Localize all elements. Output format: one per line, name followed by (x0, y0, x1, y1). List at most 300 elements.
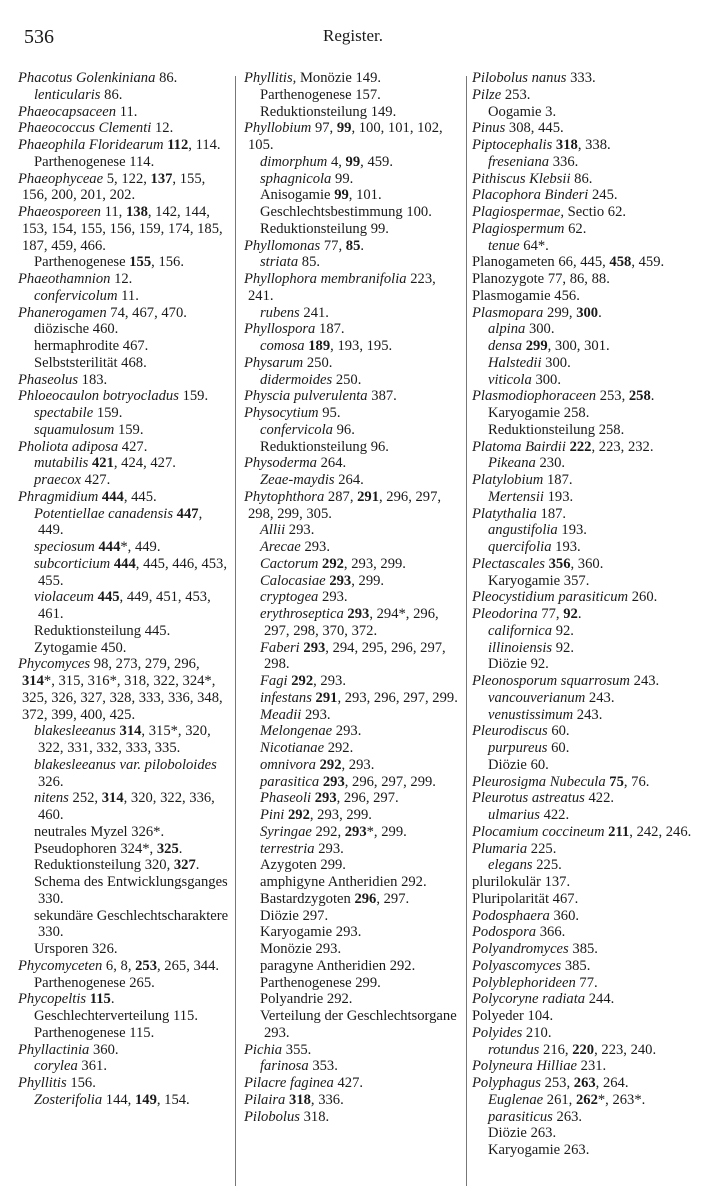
index-pages: 222, 223, 232. (569, 438, 654, 455)
index-term: illinoiensis (488, 639, 553, 656)
index-term: comosa (260, 338, 305, 354)
index-entry (18, 824, 230, 841)
index-pages: 326*. (131, 823, 165, 840)
index-term: Parthenogenese (260, 974, 352, 991)
index-entry (18, 70, 230, 87)
index-term: Phycomyces (18, 656, 91, 673)
index-pages: 250. (335, 371, 362, 388)
index-term: nitens (34, 790, 69, 807)
column-divider (466, 76, 467, 1186)
index-pages: 264. (338, 472, 364, 488)
index-pages: 193. (561, 522, 587, 539)
index-entry (18, 1042, 230, 1059)
index-term: Phyllomonas (244, 237, 321, 254)
index-pages: 467. (552, 890, 579, 907)
index-pages: 260. (631, 589, 658, 606)
index-entry (472, 355, 698, 372)
index-entry (18, 556, 230, 590)
index-term: venustissimum (488, 706, 574, 723)
index-pages: 299. (355, 974, 381, 991)
index-term: paragyne Antheridien (260, 957, 387, 974)
index-term: vancouverianum (488, 689, 586, 706)
index-term: Plagiospermum (472, 220, 565, 237)
index-entry (244, 539, 462, 556)
index-pages: 4, 99, 459. (330, 153, 393, 170)
index-entry (472, 589, 698, 606)
index-term: Phloeocaulon botryocladus (18, 388, 179, 405)
index-pages: 258. (598, 421, 625, 438)
index-entry (244, 305, 462, 322)
index-pages: 92. (555, 622, 574, 639)
index-term: Polyides (472, 1024, 523, 1041)
index-pages: 225. (530, 840, 557, 857)
index-entry (472, 807, 698, 824)
index-entry (18, 104, 230, 121)
index-pages: 293. (288, 522, 315, 539)
index-pages: 6, 8, 253, 265, 344. (105, 957, 220, 974)
index-term: Podospora (472, 924, 537, 941)
index-pages: 292, 293. (291, 673, 346, 689)
index-pages: 422. (588, 790, 615, 807)
index-entry (244, 891, 462, 908)
index-entry (472, 254, 698, 271)
index-entry (472, 204, 698, 221)
index-term: Karyogamie (488, 405, 561, 421)
index-entry (472, 908, 698, 925)
index-entry (472, 573, 698, 590)
index-pages: 114. (129, 153, 155, 170)
index-term: Phacotus Golenkiniana (18, 70, 156, 86)
index-pages: 211, 242, 246. (608, 823, 692, 840)
index-term: Cactorum (260, 555, 319, 572)
index-pages: 385. (564, 957, 591, 974)
index-pages: 293, 296, 297, 299. (322, 773, 436, 790)
index-entry (18, 338, 230, 355)
index-entry (472, 1125, 698, 1142)
index-pages: 12. (114, 271, 133, 287)
index-pages: 187. (540, 505, 567, 522)
index-entry (472, 405, 698, 422)
index-pages: 137. (544, 874, 571, 890)
index-entry (244, 1092, 462, 1109)
index-pages: 86. (104, 86, 123, 103)
index-entry (18, 171, 230, 205)
index-term: Zeae-maydis (260, 472, 335, 488)
index-pages: 460. (92, 321, 119, 338)
index-pages: 300. (535, 371, 561, 388)
index-term: Pleonosporum squarrosum (472, 673, 630, 689)
index-term: corylea (34, 1058, 78, 1075)
index-entry (18, 355, 230, 372)
index-term: Phytophthora (244, 488, 325, 505)
index-entry (244, 589, 462, 606)
index-term: Pilze (472, 86, 502, 103)
index-pages: 360. (553, 907, 580, 924)
index-pages: 159. (96, 405, 123, 421)
index-entry (244, 171, 462, 188)
index-entry (472, 489, 698, 506)
index-entry (244, 154, 462, 171)
index-pages: 258. (563, 405, 590, 421)
index-entry (472, 87, 698, 104)
index-entry (244, 824, 462, 841)
index-term: Fagi (260, 673, 288, 689)
index-term: Physcia pulverulenta (244, 388, 368, 405)
index-pages: 98, 273, 279, 296, 314*, 315, 316*, 318, 322, 324*, 325, 326, 327, 328, 333, 336, 348, 372, 399, 400, 425. (22, 656, 223, 723)
index-pages: 77. (579, 974, 598, 991)
index-term: Karyogamie (488, 1142, 561, 1158)
index-pages: 336. (552, 153, 579, 170)
index-pages: 60. (530, 756, 549, 773)
index-entry (472, 841, 698, 858)
index-term: Syringae (260, 823, 312, 840)
index-entry (472, 740, 698, 757)
index-pages: 250. (306, 354, 333, 371)
index-pages: 444*, 449. (98, 539, 161, 555)
index-term: Zytogamie (34, 639, 98, 656)
index-entry (472, 1075, 698, 1092)
index-pages: 330. (38, 924, 64, 941)
index-pages: 445. (144, 622, 171, 639)
index-term: Reduktionsteilung (260, 438, 368, 455)
index-pages: 144, 149, 154. (105, 1091, 190, 1108)
index-pages: 293. (315, 941, 342, 957)
index-entry (244, 841, 462, 858)
index-term: Phaseoli (260, 790, 312, 807)
index-entry (244, 87, 462, 104)
index-term: Reduktionsteilung (34, 622, 142, 639)
index-pages: 299, 300, 301. (525, 338, 610, 354)
index-pages: 385. (572, 941, 598, 957)
index-pages: 77, 86, 88. (547, 271, 610, 287)
index-entry (472, 975, 698, 992)
index-term: Plectascales (472, 555, 545, 572)
index-entry (18, 439, 230, 456)
index-entry (472, 187, 698, 204)
index-pages: 456. (554, 287, 580, 304)
index-column-3 (472, 70, 698, 1159)
index-term: blakesleeanus (34, 723, 116, 740)
index-term: densa (488, 338, 523, 354)
index-term: Diözie (488, 756, 527, 773)
index-term: didermoides (260, 371, 333, 388)
index-entry (472, 891, 698, 908)
index-term: mutabilis (34, 455, 89, 472)
index-entry (18, 305, 230, 322)
index-pages: 253, 258. (599, 388, 655, 405)
index-entry (244, 924, 462, 941)
index-entry (244, 1008, 462, 1042)
index-pages: 427. (84, 472, 111, 488)
index-entry (244, 556, 462, 573)
index-entry (244, 472, 462, 489)
index-pages: 293. (318, 840, 344, 857)
index-pages: 64*. (523, 237, 549, 254)
index-pages: 324*, 325. (120, 840, 183, 857)
index-entry (244, 104, 462, 121)
index-pages: 333. (570, 70, 596, 86)
index-pages: 216, 220, 223, 240. (543, 1041, 657, 1058)
index-entry (18, 723, 230, 757)
index-term: Phyllobium (244, 120, 312, 137)
index-pages: 92. (555, 639, 574, 656)
index-entry (18, 991, 230, 1008)
index-pages: 156. (70, 1075, 96, 1091)
index-entry (244, 975, 462, 992)
index-term: Phaeosporeen (18, 204, 101, 220)
index-pages: 360. (93, 1041, 119, 1058)
index-entry (472, 824, 698, 841)
index-term: Diözie (260, 907, 299, 924)
index-term: Parthenogenese (34, 254, 126, 271)
index-term: Pleurotus astreatus (472, 790, 585, 807)
index-entry (18, 405, 230, 422)
index-term: Phaeophila Floridearum (18, 137, 164, 153)
index-pages: 445, 449, 451, 453, 461. (38, 589, 211, 622)
index-entry (18, 87, 230, 104)
index-entry (244, 991, 462, 1008)
index-term: hermaphrodite (34, 338, 120, 354)
index-entry (472, 707, 698, 724)
index-pages: 11. (121, 287, 139, 304)
index-entry (472, 506, 698, 523)
index-entry (244, 321, 462, 338)
index-term: confervicolum (34, 287, 118, 304)
index-pages: 293, 296, 297. (314, 790, 399, 807)
index-pages: 293, 294, 295, 296, 297, 298. (264, 639, 446, 673)
index-term: lenticularis (34, 86, 101, 103)
index-term: Physoderma (244, 455, 317, 472)
index-entry (18, 372, 230, 389)
index-entry (472, 154, 698, 171)
index-pages: 3. (545, 103, 557, 120)
index-pages: 62. (568, 220, 587, 237)
index-pages: 189, 193, 195. (308, 338, 393, 354)
index-term: blakesleeanus var. piloboloides (34, 756, 217, 773)
index-pages: 187. (547, 472, 573, 488)
index-term: Diözie (488, 1125, 527, 1142)
index-term: Plasmopara (472, 304, 544, 321)
index-pages: 99, 101. (334, 187, 382, 204)
index-term: Euglenae (488, 1091, 544, 1108)
index-pages: 300. (528, 321, 555, 338)
index-pages: 353. (312, 1058, 338, 1075)
index-pages: 159. (117, 421, 144, 438)
index-entry (244, 857, 462, 874)
index-term: amphigyne Antheridien (260, 874, 398, 890)
index-term: plurilokulär (472, 874, 541, 890)
index-term: Podosphaera (472, 907, 550, 924)
index-entry (472, 690, 698, 707)
index-entry (18, 321, 230, 338)
index-term: Meadii (260, 706, 302, 723)
index-term: Potentiellae canadensis (34, 505, 174, 522)
index-term: Phanerogamen (18, 304, 107, 321)
index-term: farinosa (260, 1058, 309, 1075)
index-entry (472, 388, 698, 405)
index-term: Physarum (244, 354, 304, 371)
index-term: Pleurosigma Nubecula (472, 773, 606, 790)
index-pages: 292. (401, 874, 427, 890)
index-entry (244, 1075, 462, 1092)
index-term: Karyogamie (488, 572, 561, 589)
index-pages: 292, 293. (319, 756, 375, 773)
index-term: Pilaira (244, 1091, 286, 1108)
index-term: purpureus (488, 740, 548, 756)
index-entry (472, 1092, 698, 1109)
index-term: Phycopeltis (18, 991, 87, 1008)
index-term: Polyandrie (260, 991, 324, 1008)
index-term: Pilobolus (244, 1108, 300, 1125)
index-pages: 293. (335, 924, 362, 941)
index-term: Plasmogamie (472, 287, 551, 304)
index-term: Faberi (260, 639, 300, 656)
index-pages: 320, 327. (144, 857, 200, 874)
index-term: Ursporen (34, 941, 89, 957)
index-term: parasitica (260, 773, 320, 790)
index-pages: 5, 122, 137, 155, 156, 200, 201, 202. (22, 170, 206, 204)
index-pages: 97, 99, 100, 101, 102, 105. (248, 120, 443, 153)
index-pages: 157. (355, 86, 381, 103)
index-entry (18, 757, 230, 791)
index-term: Plocamium coccineum (472, 823, 605, 840)
index-term: subcorticium (34, 555, 111, 572)
index-term: speciosum (34, 539, 95, 555)
index-term: violaceum (34, 589, 94, 606)
index-entry (244, 774, 462, 791)
index-entry (244, 573, 462, 590)
index-term: sphagnicola (260, 170, 332, 187)
index-entry (472, 924, 698, 941)
index-entry (244, 372, 462, 389)
index-pages: 427. (121, 438, 148, 455)
index-term: cryptogea (260, 589, 319, 606)
index-pages: 99. (335, 170, 354, 187)
index-entry (244, 455, 462, 472)
index-column-2 (244, 70, 462, 1125)
index-term: Pikeana (488, 455, 536, 472)
index-pages: 422. (543, 807, 570, 823)
index-term: Calocasiae (260, 572, 326, 589)
index-term: rotundus (488, 1041, 540, 1058)
index-term: Plumaria (472, 840, 528, 857)
index-entry (244, 740, 462, 757)
index-term: Parthenogenese (34, 974, 126, 991)
index-column-1 (18, 70, 230, 1109)
index-entry (472, 941, 698, 958)
index-pages: 193. (555, 539, 581, 555)
index-pages: 308, 445. (508, 120, 564, 137)
index-entry (18, 857, 230, 874)
index-entry (472, 422, 698, 439)
index-pages: 75, 76. (609, 773, 650, 790)
index-pages: 387. (371, 388, 397, 405)
index-term: confervicola (260, 421, 333, 438)
index-entry (472, 874, 698, 891)
index-pages: 318, 336. (289, 1091, 344, 1108)
index-entry (18, 941, 230, 958)
index-pages: 60. (551, 740, 570, 756)
index-pages: 292, 293*, 299. (315, 823, 407, 840)
index-pages: 300. (545, 354, 571, 371)
index-pages: 96. (336, 421, 355, 438)
index-term: rubens (260, 304, 300, 321)
index-term: Diözie (488, 656, 527, 673)
index-term: Mertensii (488, 488, 544, 505)
index-term: fresеniana (488, 153, 550, 170)
index-entry (472, 137, 698, 154)
index-entry (244, 790, 462, 807)
index-term: Pilacre faginea (244, 1075, 334, 1091)
index-pages: 264. (320, 455, 347, 472)
index-entry (18, 640, 230, 657)
index-entry (18, 1008, 230, 1025)
index-entry (472, 288, 698, 305)
index-entry (244, 422, 462, 439)
index-term: Polycoryne radiata (472, 991, 586, 1008)
index-pages: 99. (370, 220, 389, 237)
index-pages: 96. (370, 438, 389, 455)
index-entry (244, 439, 462, 456)
index-term: tenue (488, 237, 520, 254)
index-entry (18, 455, 230, 472)
index-entry (244, 388, 462, 405)
index-pages: 77, 92. (541, 606, 582, 622)
index-term: viticola (488, 371, 532, 388)
index-pages: 159. (182, 388, 209, 405)
index-pages: 450. (100, 639, 127, 656)
index-entry (18, 204, 230, 254)
index-term: Pleurodiscus (472, 723, 548, 740)
index-entry (244, 1042, 462, 1059)
index-pages: 115. (89, 991, 115, 1008)
index-pages: 243. (588, 689, 615, 706)
index-term: Reduktionsteilung (260, 103, 368, 120)
index-term: Pichia (244, 1041, 283, 1058)
index-term: Phyllactinia (18, 1041, 90, 1058)
index-term: striata (260, 254, 299, 271)
index-term: Phaeothamnion (18, 271, 111, 287)
index-term: Reduktionsteilung (260, 220, 368, 237)
index-term: Plasmodiophoraceen (472, 388, 597, 405)
index-pages: 292, 293, 299. (322, 555, 406, 572)
index-entry (18, 1092, 230, 1109)
index-term: Pseudophoren (34, 840, 117, 857)
index-term: Schema des Entwicklungsganges (34, 874, 228, 890)
index-entry (472, 723, 698, 740)
index-entry (244, 673, 462, 690)
index-pages: 95. (322, 405, 341, 421)
index-entry (472, 1109, 698, 1126)
index-entry (244, 958, 462, 975)
index-term: Monözie (260, 941, 312, 957)
index-term: alpina (488, 321, 526, 338)
index-term: Arecae (260, 539, 301, 555)
index-pages: 318, 338. (555, 137, 611, 153)
index-term: Karyogamie (260, 924, 333, 941)
index-pages: 223, 241. (248, 271, 436, 304)
index-pages: 243. (576, 706, 603, 723)
index-term: Piptocephalis (472, 137, 553, 153)
index-pages: 297. (302, 907, 329, 924)
index-pages: 421, 424, 427. (91, 455, 176, 472)
index-entry (472, 640, 698, 657)
page-number: 536 (24, 26, 54, 48)
index-entry (472, 372, 698, 389)
index-entry (472, 757, 698, 774)
index-term: Phaeophyceae (18, 170, 104, 187)
index-pages: 293. (304, 539, 330, 555)
